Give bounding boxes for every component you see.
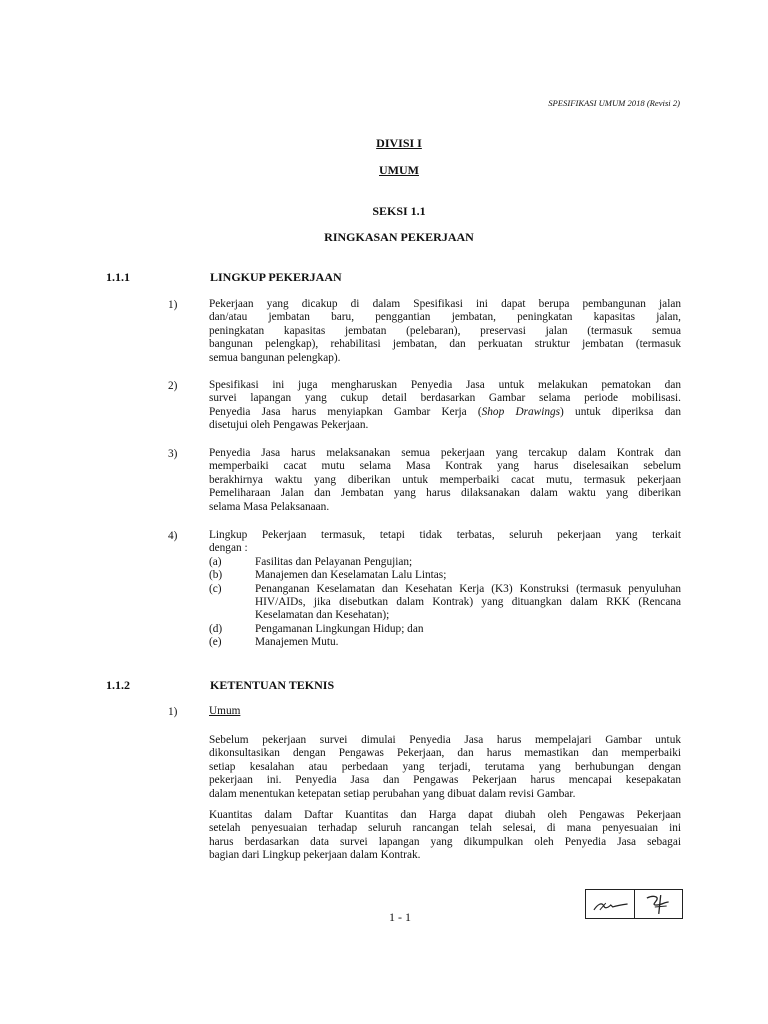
- division-heading: DIVISI I: [376, 136, 422, 150]
- signature-2: [634, 890, 683, 918]
- signature-scribble-1: [586, 890, 634, 918]
- subsection-number-1-1-2: 1.1.2: [106, 678, 130, 692]
- subsection-title-lingkup: LINGKUP PEKERJAAN: [210, 270, 342, 284]
- paragraph-item-1: Pekerjaan yang dicakup di dalam Spesifikasi ini dapat berupa pembangunan jalan dan/atau jembatan baru, penggantian jembatan, peningkatan kapasitas jalan, peningkatan kapasitas jembatan (pelebaran), preservasi jalan (termasuk semua bangunan pelengkap), rehabilitasi jembatan, dan perkuatan struktur jembatan (termasuk semua bangunan pelengkap).: [209, 298, 681, 364]
- item-title-umum: Umum: [209, 705, 241, 717]
- subsection-number-1-1-1: 1.1.1: [106, 270, 130, 284]
- page-number: 1 - 1: [389, 910, 411, 924]
- section-title: RINGKASAN PEKERJAAN: [324, 230, 474, 244]
- subsection-title-ketentuan: KETENTUAN TEKNIS: [210, 678, 335, 692]
- paragraph-item-4: Lingkup Pekerjaan termasuk, tetapi tidak terbatas, seluruh pekerjaan yang terkait dengan : (a) Fasilitas dan Pelayanan Pengujian; (b) Manajemen dan Keselamatan Lalu Lintas; (c) Penanganan Keselamatan dan Kesehatan Kerja (K3) Konstruksi (termasuk penyuluhan HIV/AIDs, jika disebutkan dalam Kontrak) yang dituangkan dalam RKK (Rencana Keselamatan dan Kesehatan); (d) Pengamanan Lingkungan Hidup; dan (e) Manajemen Mutu.: [209, 529, 681, 649]
- signature-scribble-2: [635, 890, 683, 918]
- item-number-1: 1): [168, 299, 178, 311]
- item-number-2: 2): [168, 380, 178, 392]
- section-heading: SEKSI 1.1: [372, 204, 426, 218]
- list-item-d: (d) Pengamanan Lingkungan Hidup; dan: [209, 622, 424, 635]
- running-header: SPESIFIKASI UMUM 2018 (Revisi 2): [548, 98, 680, 108]
- list-item-b: (b) Manajemen dan Keselamatan Lalu Lintas;: [209, 569, 447, 582]
- list-item-a: (a) Fasilitas dan Pelayanan Pengujian;: [209, 555, 413, 568]
- paragraph-umum-2: Kuantitas dalam Daftar Kuantitas dan Harga dapat diubah oleh Pengawas Pekerjaan setelah penyesuaian terhadap seluruh rancangan telah selesai, di mana penyesuaian ini harus berdasarkan data survei lapangan yang dikumpulkan oleh Penyedia Jasa sebagai bagian dari Lingkup pekerjaan dalam Kontrak.: [209, 809, 681, 862]
- item-number-4: 4): [168, 530, 178, 542]
- list-item-e: (e) Manajemen Mutu.: [209, 636, 339, 649]
- division-name: UMUM: [379, 163, 419, 177]
- item-number-umum: 1): [168, 706, 178, 718]
- paragraph-item-3: Penyedia Jasa harus melaksanakan semua pekerjaan yang tercakup dalam Kontrak dan memperbaiki cacat mutu selama Masa Kontrak yang harus diselesaikan sebelum berakhirnya waktu yang diberikan untuk memperbaiki cacat mutu, termasuk pekerjaan Pemeliharaan Jalan dan Jembatan yang harus dilaksanakan dalam waktu yang diberikan selama Masa Pelaksanaan.: [209, 447, 681, 513]
- paragraph-item-2: Spesifikasi ini juga mengharuskan Penyedia Jasa untuk melakukan pematokan dan survei lapangan yang cukup detail berdasarkan Gambar selama periode mobilisasi. Penyedia Jasa harus menyiapkan Gambar Kerja (Shop Drawings) untuk diperiksa dan disetujui oleh Pengawas Pekerjaan.: [209, 379, 681, 432]
- signature-1: [586, 890, 634, 918]
- item-number-3: 3): [168, 448, 178, 460]
- paragraph-umum-1: Sebelum pekerjaan survei dimulai Penyedia Jasa harus mempelajari Gambar untuk dikonsultasikan dengan Pengawas Pekerjaan, dan harus memastikan dan memperbaiki setiap kesalahan atau perbedaan yang terjadi, terutama yang berhubungan dengan pekerjaan ini. Penyedia Jasa dan Pengawas Pekerjaan harus mencapai kesepakatan dalam menentukan ketepatan setiap perubahan yang dibuat dalam revisi Gambar.: [209, 734, 681, 800]
- signature-box: [585, 889, 683, 919]
- list-item-c: (c) Penanganan Keselamatan dan Kesehatan Kerja (K3) Konstruksi (termasuk penyuluhan HIV/AIDs, jika disebutkan dalam Kontrak) yang dituangkan dalam RKK (Rencana Keselamatan dan Kesehatan);: [209, 582, 681, 622]
